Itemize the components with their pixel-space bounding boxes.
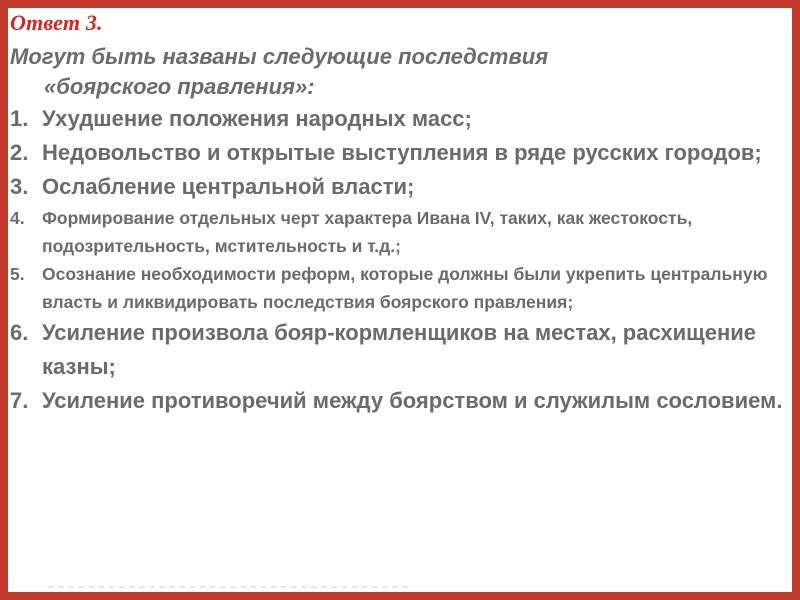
- list-item-number: 5.: [10, 264, 25, 284]
- list-item-3: [10, 170, 790, 204]
- list-item-text: Осознание необходимости реформ, которые должны были укрепить центральную власть и ликвидировать последствия боярского правления;: [42, 264, 768, 312]
- bottom-ghost-line: [48, 586, 408, 592]
- list-item-7: [10, 384, 790, 418]
- list-item-text: Недовольство и открытые выступления в ряде русских городов;: [42, 140, 762, 165]
- list-item-text: Формирование отдельных черт характера Ивана IV, таких, как жестокость, подозрительность, мстительность и т.д.;: [42, 208, 693, 256]
- list-item-text: Ухудшение положения народных масс;: [42, 106, 472, 131]
- list-item-number: 7.: [10, 388, 29, 413]
- list-item-number: 1.: [10, 106, 29, 131]
- list-item-number: 6.: [10, 320, 29, 345]
- list-item-6: [10, 316, 790, 384]
- list-item-2: [10, 136, 790, 170]
- list-item-text: Усиление противоречий между боярством и служилым сословием.: [42, 388, 783, 413]
- intro-line-1: Могут быть названы следующие последствия: [10, 44, 549, 69]
- answer-title: Ответ 3.: [10, 10, 103, 35]
- list-item-5: [10, 260, 790, 316]
- intro-line-2: «боярского правления»:: [44, 74, 315, 99]
- list-item-4: [10, 204, 790, 260]
- list-item-number: 3.: [10, 174, 29, 199]
- list-item-text: Ослабление центральной власти;: [42, 174, 415, 199]
- intro-text: [10, 42, 790, 102]
- list-item-text: Усиление произвола бояр-кормленщиков на местах, расхищение казны;: [42, 320, 757, 379]
- consequences-list: [10, 102, 790, 418]
- list-item-number: 2.: [10, 140, 29, 165]
- slide-content: [10, 10, 790, 418]
- list-item-1: [10, 102, 790, 136]
- list-item-number: 4.: [10, 208, 25, 228]
